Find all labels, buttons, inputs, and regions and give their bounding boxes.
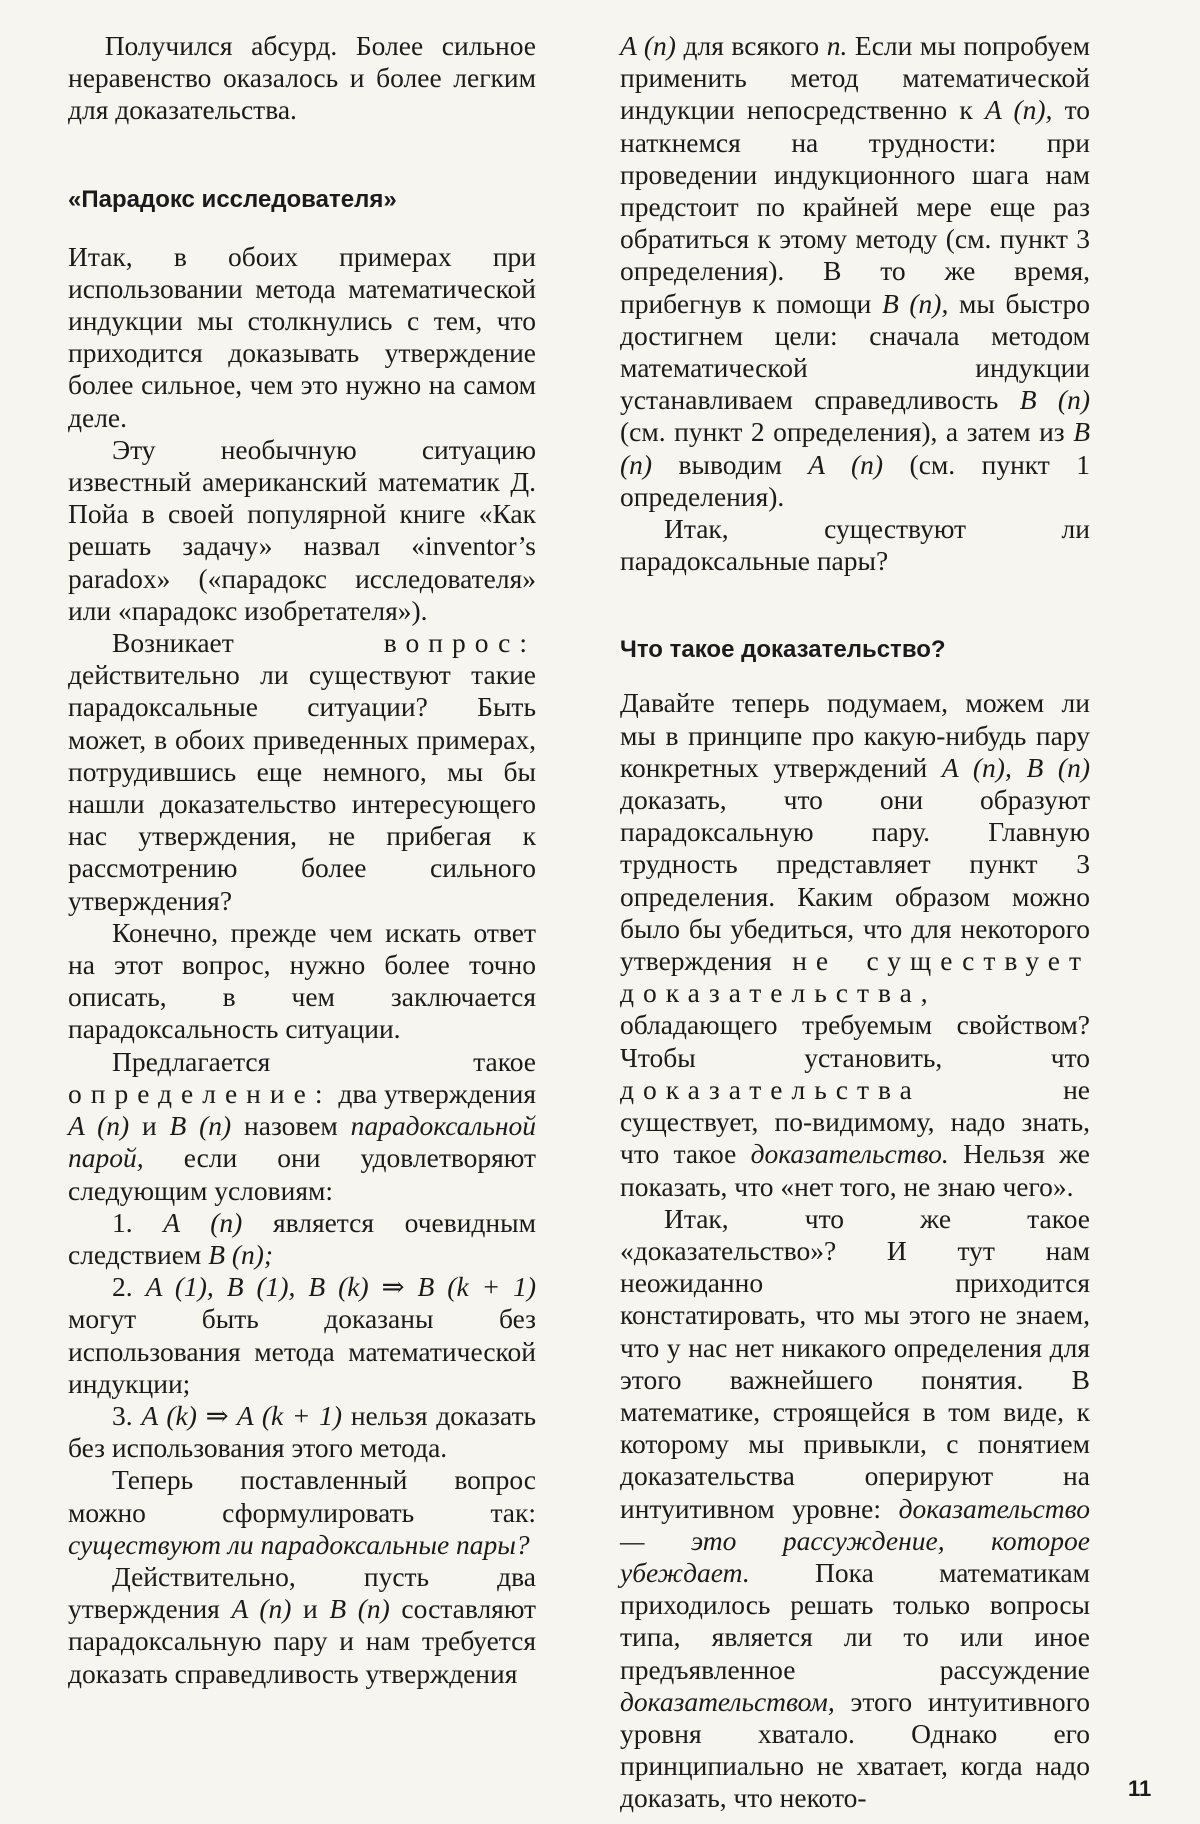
math-expression: A (n), (984, 94, 1053, 126)
paragraph: Получился абсурд. Более сильное неравенство оказалось и более легким для доказательства. (68, 30, 536, 126)
math-expression: B (n) (329, 1593, 390, 1625)
math-expression: A (n), B (n) (941, 751, 1090, 783)
section-heading: «Парадокс исследователя» (68, 185, 397, 213)
paragraph: Итак, что же такое «доказательство»? И тут нам неожиданно приходится констатировать, что мы этого не знаем, что у нас нет никакого определения для этого важнейшего понятия. В математике, строящейся в том виде, к которому мы привыкли, с понятием доказательства оперируют на интуитивном уровне: доказательство — это рассуждение, которое убеждает. Пока математикам приходилось решать только вопросы типа, является ли то или иное предъявленное рассуждение доказательством, этого интуитивного уровня хватало. Однако его принципиально не хватает, когда надо доказать, что некото- (620, 1202, 1090, 1814)
paragraph: Итак, существуют ли парадоксальные пары? (620, 513, 1090, 577)
spaced-emphasis: определение: (68, 1077, 332, 1109)
math-expression: A (n) (808, 448, 884, 480)
emphasis: доказательством, (620, 1685, 835, 1717)
paragraph: A (n) для всякого n. Если мы попробуем применить метод математической индукции непосредственно к A (n), то наткнемся на трудности: при проведении индукционного шага нам предстоит по крайней мере еще раз обратиться к этому методу (см. пункт 3 определения). В то же время, прибегнув к помощи B (n), мы быстро достигнем цели: сначала методом математической индукции устанавливаем справедливость B (n) (см. пункт 2 определения), а затем из B (n) выводим A (n) (см. пункт 1 определения). (620, 30, 1091, 512)
left-column (68, 30, 536, 1690)
math-expression: n. (826, 30, 848, 61)
emphasis: доказательство — это рассуждение, которое убеждает. (620, 1492, 1090, 1588)
math-expression: B (n) (1019, 384, 1090, 416)
emphasis: доказательство. (750, 1138, 949, 1170)
math-expression: A (k) ⇒ A (k + 1) (141, 1399, 343, 1431)
emphasis: существуют ли парадоксальные пары? (68, 1528, 530, 1560)
paragraph: Действительно, пусть два утверждения A (n) и B (n) составляют парадоксальную пару и нам требуется доказать справедливость утверждения (68, 1560, 537, 1689)
math-expression: A (n) (231, 1593, 292, 1625)
math-expression: B (n); (208, 1238, 274, 1270)
page-number: 11 (1128, 1776, 1152, 1801)
math-expression: A (n) (68, 1110, 130, 1142)
paragraph: Теперь поставленный вопрос можно сформулировать так: существуют ли парадоксальные пары? (68, 1464, 536, 1560)
math-expression: A (n) (620, 30, 676, 61)
list-item: 3. A (k) ⇒ A (k + 1) нельзя доказать без использования этого метода. (68, 1399, 537, 1464)
paragraph: Давайте теперь подумаем, можем ли мы в принципе про какую-нибудь пару конкретных утверждений A (n), B (n) доказать, что они образуют парадоксальную пару. Главную трудность представляет пункт 3 определения. Каким образом можно было бы убедиться, что для некоторого утверждения не существует доказательства, обладающего требуемым свойством? Чтобы установить, что доказательства не существует, по-видимому, надо знать, что такое доказательство. Нельзя же показать, что «нет того, не знаю чего». (620, 687, 1091, 1202)
list-item: 1. A (n) является очевидным следствием B (n); (68, 1206, 537, 1270)
math-expression: B (n), (881, 287, 949, 319)
math-expression: B (n) (620, 416, 1091, 480)
math-expression: A (n) (163, 1206, 243, 1238)
spaced-emphasis: доказательства (620, 1073, 921, 1105)
paragraph: Конечно, прежде чем искать ответ на этот вопрос, нужно более точно описать, в чем заключается парадоксальность ситуации. (68, 916, 536, 1045)
paragraph: Эту необычную ситуацию известный американский математик Д. Пойа в своей популярной книге «Как решать задачу» назвал «inventor’s paradox» («парадокс исследователя» или «парадокс изобретателя»). (68, 433, 536, 626)
section-heading: Что такое доказательство? (620, 636, 946, 664)
paragraph: Предлагается такое определение: два утверждения A (n) и B (n) назовем парадоксальной парой, если они удовлетворяют следующим условиям: (68, 1045, 537, 1206)
math-expression: B (n) (169, 1110, 232, 1142)
paragraph: Возникает вопрос: действительно ли существуют такие парадоксальные ситуации? Быть может, в обоих приведенных примерах, потрудившись еще немного, мы бы нашли доказательство интересующего нас утверждения, не прибегая к рассмотрению более сильного утверждения? (68, 627, 536, 916)
math-expression: A (1), B (1), B (k) ⇒ B (k + 1) (145, 1271, 537, 1303)
term-definition: парадоксальной парой, (68, 1110, 537, 1174)
spaced-emphasis: вопрос: (383, 627, 536, 659)
list-item: 2. A (1), B (1), B (k) ⇒ B (k + 1) могут быть доказаны без использования метода математической индукции; (68, 1271, 537, 1399)
paragraph: Итак, в обоих примерах при использовании метода математической индукции мы столкнулись с тем, что приходится доказывать утверждение более сильное, чем это нужно на самом деле. (68, 240, 536, 433)
spaced-emphasis: не существует доказательства, (620, 945, 1091, 1009)
right-column (620, 30, 1090, 1815)
